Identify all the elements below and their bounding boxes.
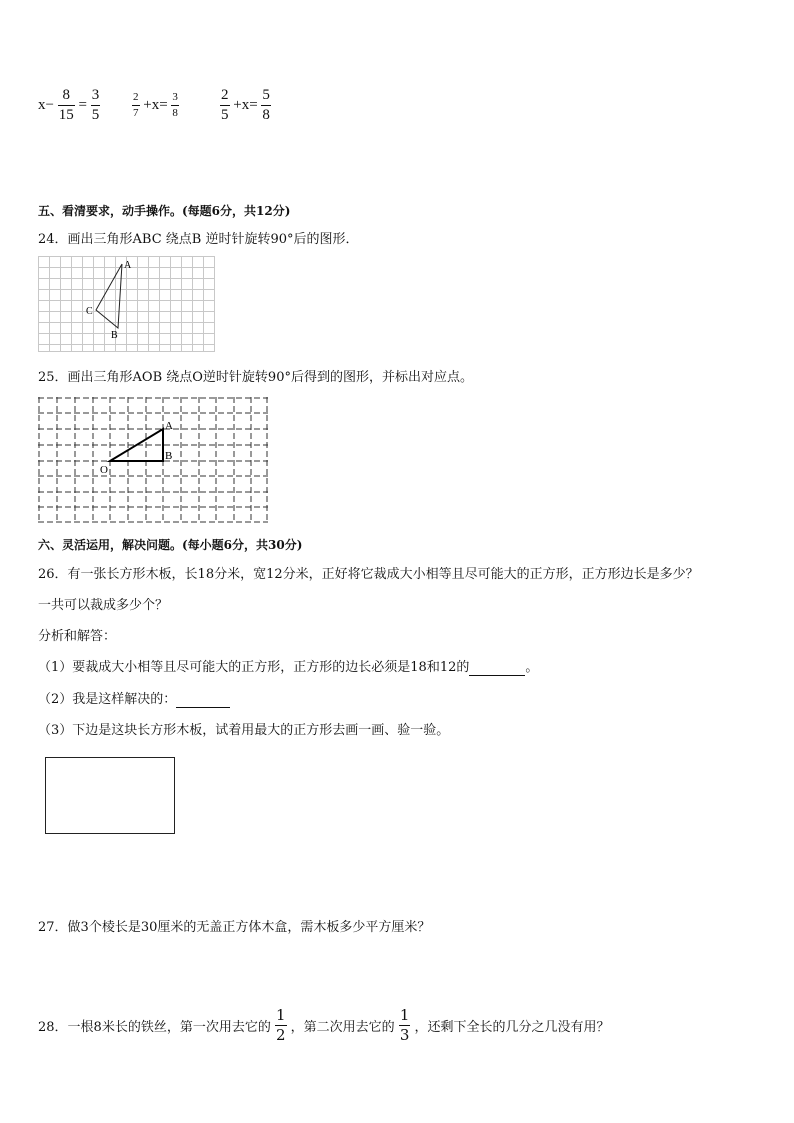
sub-question-1 — [38, 656, 538, 676]
eq1-left: x− — [38, 96, 54, 113]
sub-question-2 — [38, 688, 230, 708]
eq1-frac1-den: 15 — [58, 107, 74, 123]
eq2-fraction-2 — [171, 92, 179, 119]
analysis-label: 分析和解答： — [38, 629, 117, 644]
question-24: 24．画出三角形ABC 绕点B 逆时针旋转90°后的图形． — [38, 232, 359, 247]
question-25: 25．画出三角形AOB 绕点O逆时针旋转90°后得到的图形，并标出对应点。 — [38, 370, 473, 385]
eq2-frac1-den: 7 — [133, 107, 139, 119]
question-27: 27．做3个棱长是30厘米的无盖正方体木盒，需木板多少平方厘米？ — [38, 920, 431, 935]
eq2-frac2-den: 8 — [172, 107, 178, 119]
q24-grid-figure — [38, 256, 218, 352]
q25-label-o: O — [100, 464, 108, 476]
eq2-mid: +x= — [143, 96, 168, 113]
section-6-heading: 六、灵活运用，解决问题。(每小题6分，共30分) — [38, 538, 303, 552]
eq2-frac2-num: 3 — [171, 92, 179, 106]
eq2-frac1-num: 2 — [132, 92, 140, 106]
eq3-fraction-2 — [261, 88, 271, 123]
eq1-op: = — [78, 96, 87, 113]
question-26-line-1: 26．有一张长方形木板，长18分米，宽12分米，正好将它裁成大小相等且尽可能大的正方形，正方形边长是多少？ — [38, 567, 699, 582]
eq1-fraction-2 — [91, 88, 101, 123]
q25-grid-figure — [38, 397, 270, 525]
sub2-text: （2）我是这样解决的： — [38, 692, 177, 707]
eq3-mid: +x= — [233, 96, 258, 113]
eq1-frac2-num: 3 — [91, 88, 101, 106]
q28-text-a: 28．一根8米长的铁丝，第一次用去它的 — [38, 1020, 271, 1035]
eq3-frac1-num: 2 — [220, 88, 230, 106]
eq2-fraction-1 — [132, 92, 140, 119]
sub1-answer-blank[interactable] — [469, 660, 525, 676]
sub1-text: （1）要裁成大小相等且尽可能大的正方形，正方形的边长必须是18和12的 — [38, 660, 470, 675]
eq3-frac1-den: 5 — [221, 107, 229, 123]
q28-text-c: ，还剩下全长的几分之几没有用？ — [414, 1020, 610, 1035]
q28-frac2-den: 3 — [399, 1026, 410, 1044]
q24-triangle-abc — [96, 264, 122, 328]
eq1-fraction-1 — [58, 88, 75, 123]
q28-frac1-den: 2 — [275, 1026, 286, 1044]
eq3-frac2-den: 8 — [262, 107, 270, 123]
sub-question-3: （3）下边是这块长方形木板，试着用最大的正方形去画一画、验一验。 — [38, 723, 450, 738]
section-5-heading: 五、看清要求，动手操作。(每题6分，共12分) — [38, 204, 291, 218]
q24-label-a: A — [124, 260, 132, 271]
sub2-answer-blank[interactable] — [176, 692, 230, 708]
q25-label-a: A — [165, 420, 173, 432]
q28-fraction-2 — [399, 1008, 411, 1043]
equation-2 — [132, 92, 179, 119]
q28-fraction-1 — [275, 1008, 287, 1043]
q24-label-b: B — [111, 330, 118, 341]
eq3-fraction-1 — [220, 88, 230, 123]
rectangle-board-drawing-area[interactable] — [45, 757, 175, 834]
eq1-frac2-den: 5 — [91, 107, 100, 123]
q28-frac2-num: 1 — [399, 1006, 410, 1024]
question-28 — [38, 1008, 610, 1043]
sub1-end: 。 — [525, 660, 539, 675]
equation-1 — [38, 88, 100, 123]
q24-label-c: C — [86, 306, 93, 317]
question-26-line-2: 一共可以裁成多少个？ — [38, 598, 169, 613]
eq3-frac2-num: 5 — [261, 88, 271, 106]
q28-frac1-num: 1 — [275, 1006, 286, 1024]
q28-text-b: ，第二次用去它的 — [290, 1020, 395, 1035]
eq1-frac1-num: 8 — [58, 88, 75, 106]
equation-3 — [220, 88, 271, 123]
q25-label-b: B — [165, 450, 173, 462]
